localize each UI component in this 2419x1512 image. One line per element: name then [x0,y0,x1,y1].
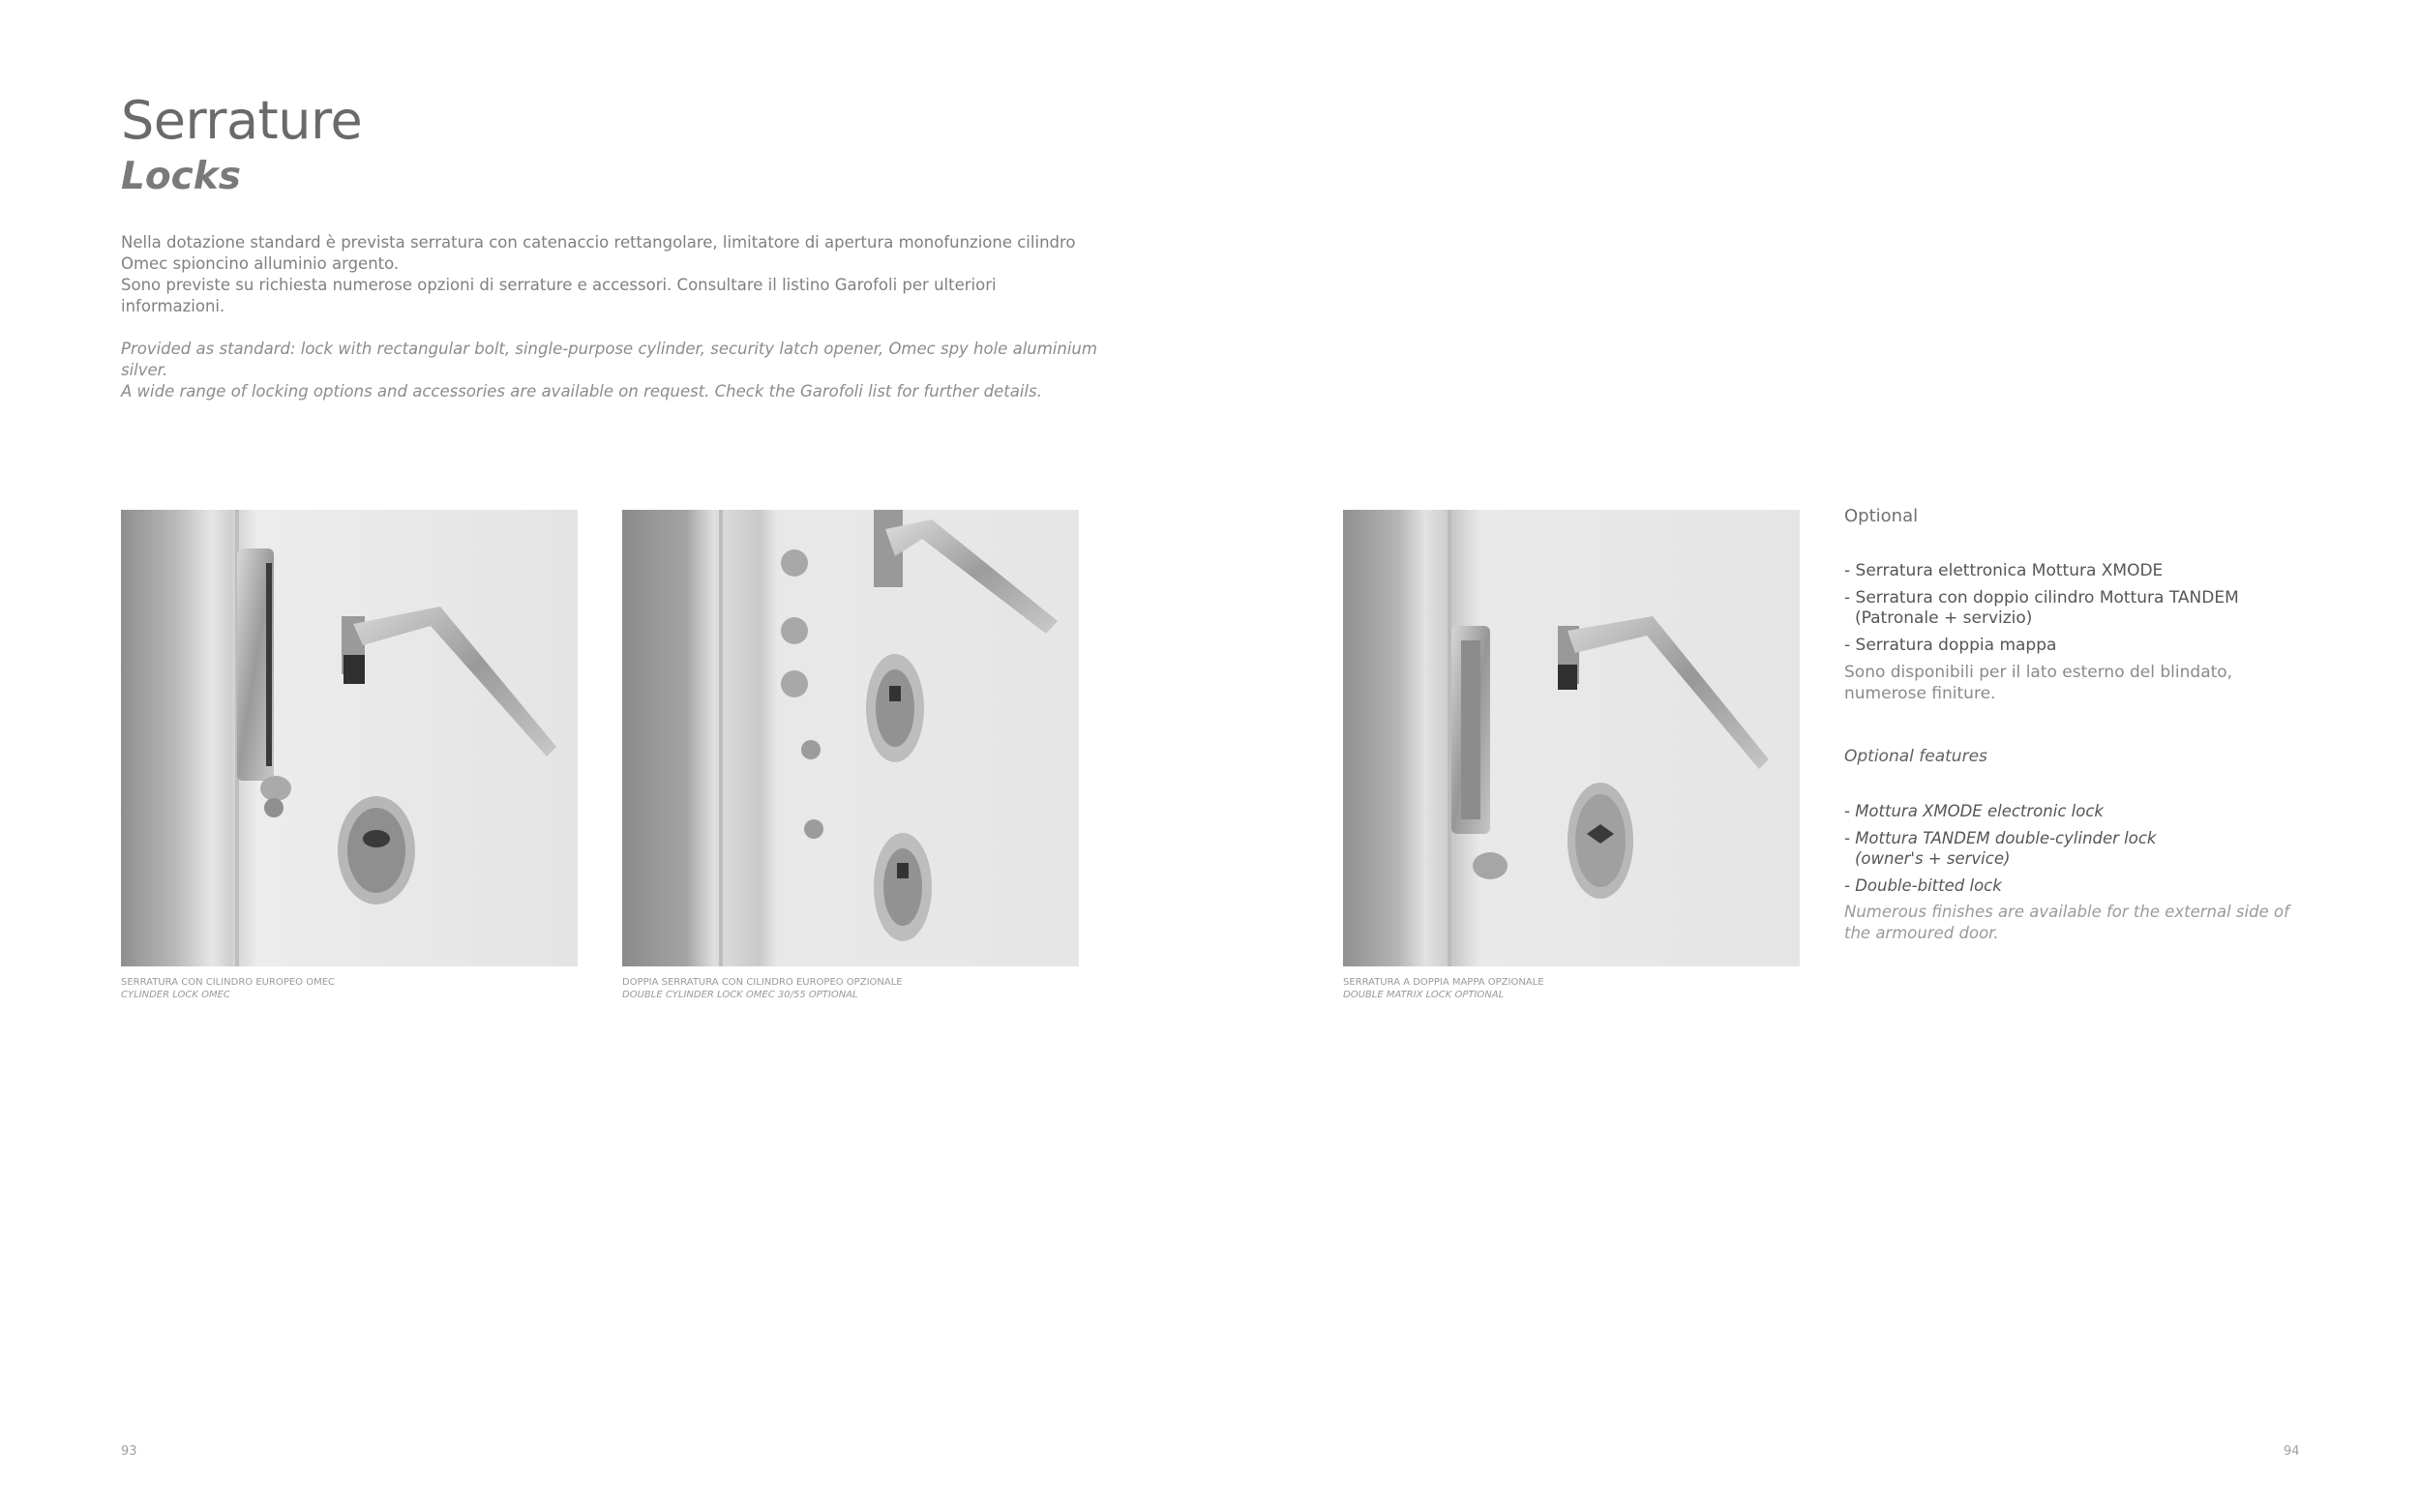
optional-feature-item: (owner's + service) [1855,849,2011,868]
page-number-right: 94 [2284,1444,2300,1459]
caption-en: CYLINDER LOCK OMEC [121,990,230,1000]
optional-feature-item: - Mottura XMODE electronic lock [1844,802,2104,820]
caption-en: DOUBLE CYLINDER LOCK OMEC 30/55 OPTIONAL [622,990,858,1000]
caption-it: DOPPIA SERRATURA CON CILINDRO EUROPEO OPZIONALE [622,977,903,988]
page-title: Serrature [121,90,363,151]
intro-text [121,232,1098,402]
caption-en: DOUBLE MATRIX LOCK OPTIONAL [1343,990,1505,1000]
optional-features-list [1844,801,2318,896]
optional-item: (Patronale + servizio) [1855,608,2033,628]
optional-features-heading: Optional features [1844,747,1987,766]
intro-it-line2: Sono previste su richiesta numerose opzioni di serrature e accessori. Consultare il listino Garofoli per ulteriori informazioni. [121,276,997,315]
optional-item: - Serratura doppia mappa [1844,635,2057,655]
caption-it: SERRATURA CON CILINDRO EUROPEO OMEC [121,977,336,988]
optional-feature-item: - Double-bitted lock [1844,875,2002,895]
page-subtitle: Locks [121,155,241,198]
optional-heading: Optional [1844,506,1919,526]
optional-features-note: Numerous finishes are available for the external side of the armoured door. [1844,903,2289,942]
optional-feature-item: - Mottura TANDEM double-cylinder lock [1844,828,2157,847]
photo-caption-2 [622,976,1125,1001]
optional-list [1844,561,2318,656]
intro-en-line2: A wide range of locking options and accessories are available on request. Check the Garofoli list for further details. [121,382,1042,400]
optional-section [1844,503,2318,944]
photo-double-matrix-lock [1343,510,1800,966]
caption-it: SERRATURA A DOPPIA MAPPA OPZIONALE [1343,977,1544,988]
photo-double-cylinder-lock [622,510,1079,966]
photo-caption-1 [121,976,624,1001]
optional-item: - Serratura con doppio cilindro Mottura TANDEM [1844,587,2239,608]
intro-it-line1: Nella dotazione standard è prevista serratura con catenaccio rettangolare, limitatore di apertura monofunzione cilindro Omec spioncino alluminio argento. [121,233,1076,273]
photo-cylinder-lock [121,510,578,966]
photo-caption-3 [1343,976,1846,1001]
optional-note: Sono disponibili per il lato esterno del blindato, numerose finiture. [1844,663,2233,703]
intro-en-line1: Provided as standard: lock with rectangular bolt, single-purpose cylinder, security latch opener, Omec spy hole aluminium silver. [121,340,1097,379]
optional-item: - Serratura elettronica Mottura XMODE [1844,561,2164,580]
page-number-left: 93 [121,1444,137,1459]
